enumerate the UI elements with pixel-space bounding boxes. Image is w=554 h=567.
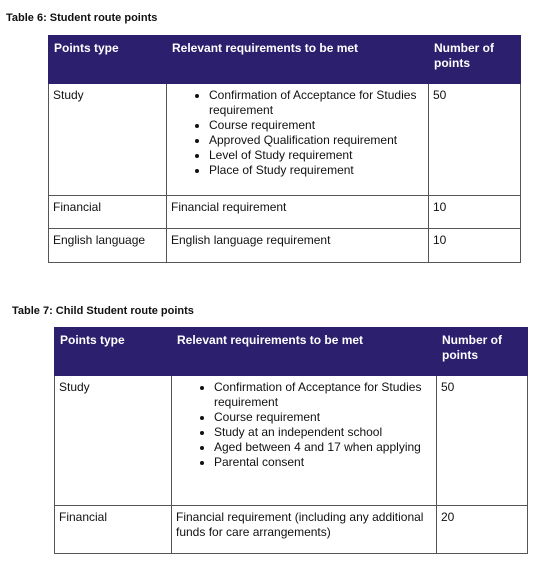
student-route-points-table bbox=[48, 35, 521, 263]
list-item: • Aged between 4 and 17 when applying bbox=[214, 440, 432, 455]
cell-points-type: Study bbox=[55, 376, 172, 506]
list-item: • Course requirement bbox=[214, 410, 432, 425]
table-header-row bbox=[55, 328, 528, 376]
cell-requirements: Financial requirement (including any additional funds for care arrangements) bbox=[172, 506, 437, 554]
requirements-list bbox=[176, 380, 432, 470]
table-row bbox=[55, 506, 528, 554]
cell-points-type: Financial bbox=[55, 506, 172, 554]
table-row bbox=[55, 376, 528, 506]
header-number-of-points: Number of points bbox=[437, 328, 528, 376]
cell-points: 20 bbox=[437, 506, 528, 554]
list-item: • Approved Qualification requirement bbox=[209, 133, 424, 148]
list-item: • Parental consent bbox=[214, 455, 432, 470]
table-row bbox=[49, 84, 521, 196]
requirements-list bbox=[171, 88, 424, 178]
list-item: • Place of Study requirement bbox=[209, 163, 424, 178]
cell-points: 10 bbox=[429, 196, 521, 229]
table7-caption: Table 7: Child Student route points bbox=[12, 305, 194, 317]
cell-requirements: Financial requirement bbox=[167, 196, 429, 229]
header-points-type: Points type bbox=[49, 36, 167, 84]
header-points-type: Points type bbox=[55, 328, 172, 376]
list-item: • Level of Study requirement bbox=[209, 148, 424, 163]
table-header-row bbox=[49, 36, 521, 84]
header-requirements: Relevant requirements to be met bbox=[167, 36, 429, 84]
cell-points: 10 bbox=[429, 229, 521, 263]
cell-requirements: English language requirement bbox=[167, 229, 429, 263]
table6-caption: Table 6: Student route points bbox=[6, 12, 158, 24]
header-number-of-points: Number of points bbox=[429, 36, 521, 84]
list-item: • Confirmation of Acceptance for Studies requirement bbox=[209, 88, 424, 118]
cell-points-type: Study bbox=[49, 84, 167, 196]
list-item: • Course requirement bbox=[209, 118, 424, 133]
cell-points-type: Financial bbox=[49, 196, 167, 229]
list-item: • Confirmation of Acceptance for Studies requirement bbox=[214, 380, 432, 410]
header-requirements: Relevant requirements to be met bbox=[172, 328, 437, 376]
cell-requirements bbox=[172, 376, 437, 506]
cell-requirements bbox=[167, 84, 429, 196]
cell-points-type: English language bbox=[49, 229, 167, 263]
child-student-route-points-table bbox=[54, 327, 528, 554]
cell-points: 50 bbox=[429, 84, 521, 196]
table-row bbox=[49, 196, 521, 229]
cell-points: 50 bbox=[437, 376, 528, 506]
list-item: • Study at an independent school bbox=[214, 425, 432, 440]
table-row bbox=[49, 229, 521, 263]
